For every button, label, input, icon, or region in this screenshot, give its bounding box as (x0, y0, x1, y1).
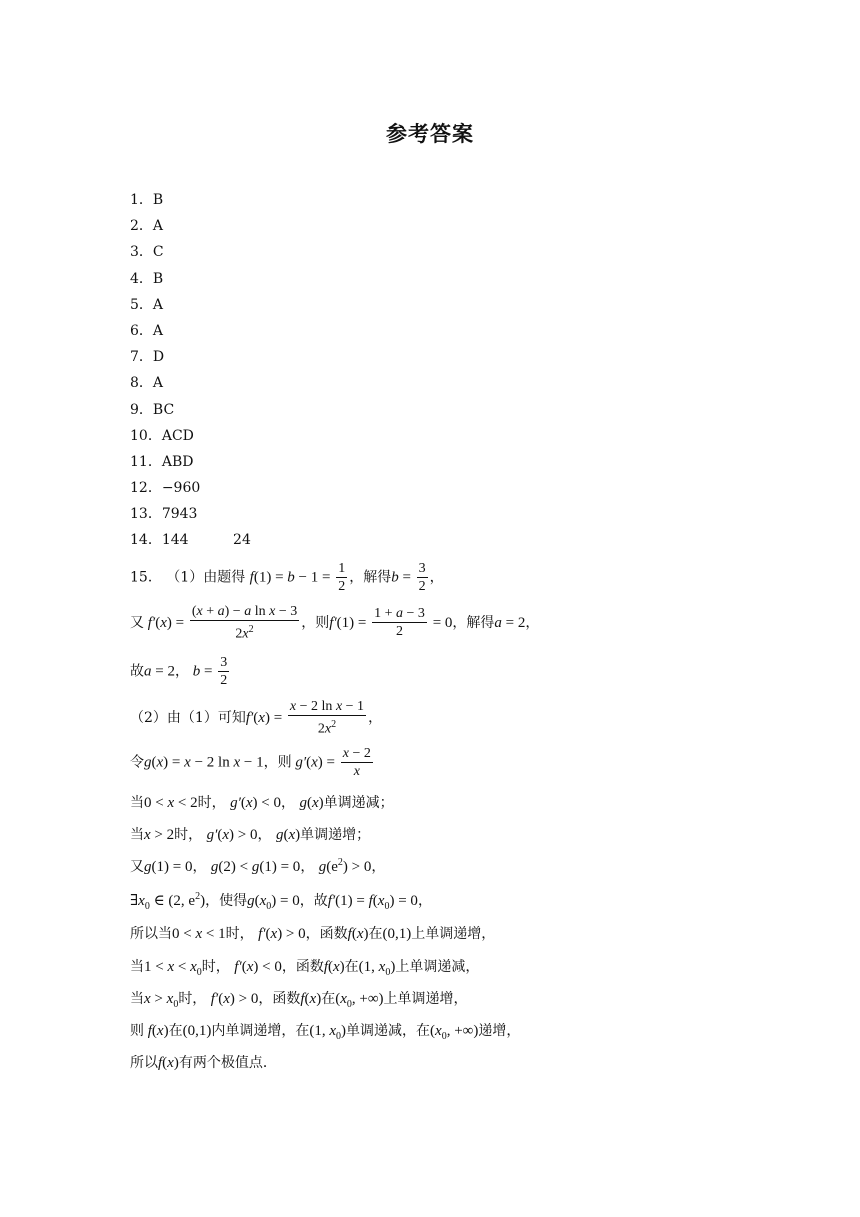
answer-list (130, 190, 251, 557)
q15-line-8: 又g(1) = 0， g(2) < g(1) = 0， $g(e^2) > 0$， (130, 857, 386, 875)
answer-number: 2． (130, 218, 153, 235)
q15-line-3: 故a = 2， b = $\frac{3}{2}$ (130, 655, 228, 688)
answer-value: ACD (161, 427, 194, 444)
answer-number: 3． (130, 244, 153, 261)
q15-line-5: 令g(x) = x − 2 ln x − 1，则 g′(x) = $\frac{x - 2}{x}$ (130, 746, 371, 779)
answer-item (130, 242, 251, 268)
q15-line-7: 当x > 2时， g′(x) > 0， g(x)单调递增； (130, 827, 371, 843)
answer-item (130, 190, 251, 216)
answer-item (130, 452, 251, 478)
q15-line-12: 当$x > x_0$时， f′(x) > 0，函数f(x)在($x_0$, +∞)上单调递增， (130, 991, 468, 1010)
answer-number: 6． (130, 322, 153, 339)
answer-number: 1． (130, 192, 153, 208)
answer-number: 8． (130, 375, 153, 392)
answer-value: BC (152, 401, 175, 418)
answer-item (130, 269, 251, 295)
answer-value: 7943 (161, 506, 198, 523)
answer-item (130, 295, 251, 321)
answer-value: A (152, 375, 164, 392)
answer-number: 11． (130, 453, 162, 470)
answer-value: B (152, 192, 164, 208)
q15-line-14: 所以f(x)有两个极值点． (130, 1055, 277, 1071)
answer-item (130, 321, 251, 347)
answer-value: ABD (161, 453, 194, 470)
q15-line-6: 当0 < x < 2时， g′(x) < 0， g(x)单调递减； (130, 795, 394, 811)
answer-item (130, 400, 251, 426)
answer-value: A (152, 296, 164, 313)
answer-item (130, 478, 251, 504)
answer-value: B (152, 270, 164, 287)
q15-line-1: 15． （1）由题得 f(1) = b − 1 = $\frac{1}{2}$ ，解得b = $\frac{3}{2}$ ， (130, 561, 444, 594)
answer-value: D (152, 349, 165, 366)
answer-item (130, 216, 251, 242)
answer-item (130, 504, 251, 530)
answer-item (130, 426, 251, 452)
page-title: 参考答案 (386, 122, 474, 146)
answer-item (130, 347, 251, 373)
answer-item (130, 530, 251, 556)
answer-value: 144 24 (161, 532, 251, 549)
q15-line-4: （2）由（1）可知f′(x) = $\frac{\text{x − 2 ln x − 1}}{2x^2}$ ， (130, 699, 383, 737)
q15-line-10: 所以当0 < x < 1时， f′(x) > 0，函数f(x)在(0,1)上单调递增， (130, 926, 496, 942)
answer-value: A (152, 322, 164, 339)
answer-number: 14． (130, 532, 162, 549)
answer-number: 9． (130, 401, 153, 418)
answer-number: 12． (130, 480, 162, 497)
answer-number: 7． (130, 349, 153, 366)
q15-line-11: 当$1 < x < x_0$时， f′(x) < 0，函数f(x)在(1, $x_0$)上单调递减， (130, 959, 480, 978)
q15-line-9: $\exists x_0$ ∈ (2, $e^2$)，使得$g(x_0) = 0$，故$f'(1) = f(x_0) = 0$， (130, 891, 432, 912)
q15-line-13: 则 f(x)在(0,1)内单调递增，在(1, $x_0$)单调递减，在($x_0$, +∞)递增， (130, 1023, 521, 1042)
answer-item (130, 373, 251, 399)
q15-line-2: 又 f′(x) = $\frac{\text{(x + a) − a ln x − 3}}{2x^2}$ ，则f′(1) = $\frac{1 + a - 3}{2}$ = 0，解得a = 2， (130, 604, 540, 642)
answer-number: 10． (130, 427, 162, 444)
answer-value: A (152, 218, 164, 235)
answer-number: 13． (130, 506, 162, 523)
answer-value: −960 (161, 480, 201, 497)
answer-value: C (152, 244, 164, 261)
answer-number: 5． (130, 296, 153, 313)
answer-number: 4． (130, 270, 153, 287)
